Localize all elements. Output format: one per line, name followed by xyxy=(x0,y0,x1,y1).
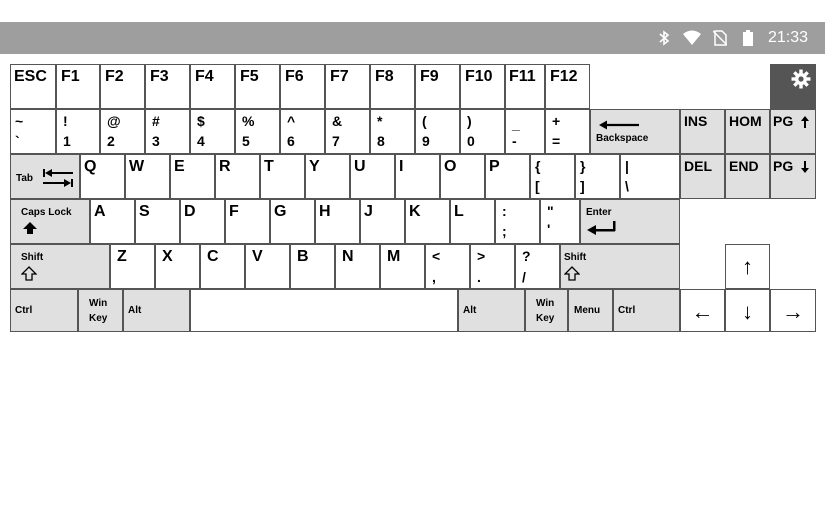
key-lbrace-bottom: [ xyxy=(535,178,540,194)
status-time: 21:33 xyxy=(768,29,809,46)
key-9-bottom: 9 xyxy=(422,133,430,149)
key-u-label: U xyxy=(354,158,366,175)
key-tab[interactable] xyxy=(10,154,80,199)
key-right[interactable] xyxy=(770,289,816,332)
key-c-label: C xyxy=(207,248,219,265)
key-rctrl[interactable] xyxy=(613,289,680,332)
key-f2-label: F2 xyxy=(105,68,124,85)
up-arrow-icon: ↑ xyxy=(742,254,753,279)
key-f8[interactable] xyxy=(370,64,415,109)
key-o-label: O xyxy=(444,158,457,175)
key-f5-label: F5 xyxy=(240,68,259,85)
wifi-icon xyxy=(680,22,704,54)
key-i[interactable] xyxy=(395,154,440,199)
key-backspace[interactable] xyxy=(590,109,680,154)
key-backtick-bottom: ` xyxy=(15,133,20,149)
key-period[interactable] xyxy=(470,244,515,289)
key-q[interactable] xyxy=(80,154,125,199)
key-f11[interactable] xyxy=(505,64,545,109)
key-0-top: ) xyxy=(467,113,472,129)
key-f7-label: F7 xyxy=(330,68,349,85)
bluetooth-icon xyxy=(656,22,672,54)
key-a[interactable] xyxy=(90,199,135,244)
key-1[interactable] xyxy=(56,109,100,154)
key-g-label: G xyxy=(274,203,287,220)
key-d-label: D xyxy=(184,203,196,220)
key-8[interactable] xyxy=(370,109,415,154)
key-slash-top: ? xyxy=(522,248,531,264)
screen-top-margin xyxy=(0,0,825,22)
key-space[interactable] xyxy=(190,289,458,332)
key-lwin-label: Win Key xyxy=(89,298,108,324)
no-sim-icon xyxy=(710,22,730,54)
key-up[interactable] xyxy=(725,244,770,289)
settings-button[interactable] xyxy=(770,64,816,109)
key-f2[interactable] xyxy=(100,64,145,109)
key-j[interactable] xyxy=(360,199,405,244)
key-pgdn-label: PG xyxy=(773,158,794,174)
key-r[interactable] xyxy=(215,154,260,199)
key-backtick[interactable] xyxy=(10,109,56,154)
key-pipe-top: | xyxy=(625,158,629,174)
key-enter[interactable] xyxy=(580,199,680,244)
key-rbrace-top: } xyxy=(580,158,586,174)
key-home[interactable] xyxy=(725,109,770,154)
key-t-label: T xyxy=(264,158,274,175)
key-lbrace[interactable] xyxy=(530,154,575,199)
key-c[interactable] xyxy=(200,244,245,289)
key-f8-label: F8 xyxy=(375,68,394,85)
key-z-label: Z xyxy=(117,248,127,265)
caps-arrow-icon xyxy=(23,221,37,239)
key-x-label: X xyxy=(162,248,173,265)
key-2[interactable] xyxy=(100,109,145,154)
status-bar xyxy=(0,22,825,54)
key-f[interactable] xyxy=(225,199,270,244)
key-n[interactable] xyxy=(335,244,380,289)
key-f9-label: F9 xyxy=(420,68,439,85)
key-5[interactable] xyxy=(235,109,280,154)
key-quote[interactable] xyxy=(540,199,580,244)
shift-arrow-icon xyxy=(564,266,580,286)
key-pgdn[interactable] xyxy=(770,154,816,199)
key-comma-bottom: , xyxy=(432,269,436,285)
key-r-label: R xyxy=(219,158,231,175)
key-capslock-label: Caps Lock xyxy=(21,207,72,218)
key-minus[interactable] xyxy=(505,109,545,154)
key-l[interactable] xyxy=(450,199,495,244)
key-s[interactable] xyxy=(135,199,180,244)
key-f1[interactable] xyxy=(56,64,100,109)
key-lctrl-label: Ctrl xyxy=(15,305,33,316)
gear-icon xyxy=(791,69,811,94)
key-end[interactable] xyxy=(725,154,770,199)
key-lwin[interactable] xyxy=(78,289,123,332)
key-w[interactable] xyxy=(125,154,170,199)
key-p[interactable] xyxy=(485,154,530,199)
key-rbrace[interactable] xyxy=(575,154,620,199)
key-left[interactable] xyxy=(680,289,725,332)
key-quote-bottom: ' xyxy=(547,221,551,237)
key-8-top: * xyxy=(377,113,383,129)
key-a-label: A xyxy=(94,203,106,220)
key-f3-label: F3 xyxy=(150,68,169,85)
shift-arrow-icon xyxy=(21,266,37,286)
key-semicolon-top: : xyxy=(502,203,507,219)
key-9-top: ( xyxy=(422,113,427,129)
down-arrow-icon: ↓ xyxy=(742,299,753,324)
key-1-bottom: 1 xyxy=(63,133,71,149)
key-5-top: % xyxy=(242,113,255,129)
key-equals[interactable] xyxy=(545,109,590,154)
key-i-label: I xyxy=(399,158,404,175)
key-l-label: L xyxy=(454,203,464,220)
key-f12-label: F12 xyxy=(550,68,578,85)
key-u[interactable] xyxy=(350,154,395,199)
key-slash-bottom: / xyxy=(522,269,526,285)
key-9[interactable] xyxy=(415,109,460,154)
key-quote-top: " xyxy=(547,203,554,219)
key-b-label: B xyxy=(297,248,309,265)
key-end-label: END xyxy=(729,158,759,174)
key-equals-bottom: = xyxy=(552,133,561,149)
key-f12[interactable] xyxy=(545,64,590,109)
key-enter-label: Enter xyxy=(586,207,612,218)
key-h-label: H xyxy=(319,203,331,220)
key-semicolon[interactable] xyxy=(495,199,540,244)
pgup-arrow-icon xyxy=(801,115,809,133)
key-menu-label: Menu xyxy=(574,305,601,316)
key-f6-label: F6 xyxy=(285,68,304,85)
key-o[interactable] xyxy=(440,154,485,199)
key-2-top: @ xyxy=(107,113,121,129)
tab-arrows-icon xyxy=(42,168,74,193)
key-lbrace-top: { xyxy=(535,158,541,174)
key-minus-bottom: - xyxy=(512,133,517,149)
key-m-label: M xyxy=(387,248,401,265)
key-del-label: DEL xyxy=(684,158,712,174)
key-f6[interactable] xyxy=(280,64,325,109)
key-ralt-label: Alt xyxy=(463,305,477,316)
key-7-bottom: 7 xyxy=(332,133,340,149)
key-p-label: P xyxy=(489,158,500,175)
key-f4[interactable] xyxy=(190,64,235,109)
key-esc[interactable] xyxy=(10,64,56,109)
left-arrow-icon: ← xyxy=(691,299,714,324)
key-y-label: Y xyxy=(309,158,320,175)
key-k[interactable] xyxy=(405,199,450,244)
key-lshift[interactable] xyxy=(10,244,110,289)
key-backtick-top: ~ xyxy=(15,113,24,129)
key-lalt[interactable] xyxy=(123,289,190,332)
key-rbrace-bottom: ] xyxy=(580,178,585,194)
key-n-label: N xyxy=(342,248,354,265)
key-f5[interactable] xyxy=(235,64,280,109)
key-v[interactable] xyxy=(245,244,290,289)
key-7-top: & xyxy=(332,113,343,129)
key-rwin[interactable] xyxy=(525,289,568,332)
key-equals-top: + xyxy=(552,113,561,129)
key-x[interactable] xyxy=(155,244,200,289)
key-1-top: ! xyxy=(63,113,68,129)
key-f11-label: F11 xyxy=(509,68,536,85)
key-slash[interactable] xyxy=(515,244,560,289)
key-f10-label: F10 xyxy=(465,68,493,85)
key-del[interactable] xyxy=(680,154,725,199)
key-period-bottom: . xyxy=(477,269,481,285)
key-ins-label: INS xyxy=(684,113,708,129)
key-2-bottom: 2 xyxy=(107,133,115,149)
key-esc-label: ESC xyxy=(14,68,47,85)
key-comma[interactable] xyxy=(425,244,470,289)
key-j-label: J xyxy=(364,203,373,220)
key-f4-label: F4 xyxy=(195,68,214,85)
key-down[interactable] xyxy=(725,289,770,332)
key-w-label: W xyxy=(129,158,145,175)
key-capslock[interactable] xyxy=(10,199,90,244)
key-menu[interactable] xyxy=(568,289,613,332)
key-8-bottom: 8 xyxy=(377,133,385,149)
key-pipe[interactable] xyxy=(620,154,680,199)
key-home-label: HOM xyxy=(729,113,762,129)
key-f-label: F xyxy=(229,203,239,220)
key-d[interactable] xyxy=(180,199,225,244)
key-comma-top: < xyxy=(432,248,441,264)
key-ins[interactable] xyxy=(680,109,725,154)
key-semicolon-bottom: ; xyxy=(502,223,507,239)
key-f3[interactable] xyxy=(145,64,190,109)
key-7[interactable] xyxy=(325,109,370,154)
battery-icon xyxy=(740,22,756,54)
key-rctrl-label: Ctrl xyxy=(618,305,636,316)
key-rshift-label: Shift xyxy=(564,252,587,263)
key-f1-label: F1 xyxy=(61,68,80,85)
key-s-label: S xyxy=(139,203,150,220)
key-lctrl[interactable] xyxy=(10,289,78,332)
key-backspace-label: Backspace xyxy=(596,133,649,144)
right-arrow-icon: → xyxy=(782,299,804,324)
key-4-bottom: 4 xyxy=(197,133,205,149)
key-h[interactable] xyxy=(315,199,360,244)
key-0[interactable] xyxy=(460,109,505,154)
key-f9[interactable] xyxy=(415,64,460,109)
key-m[interactable] xyxy=(380,244,425,289)
key-f10[interactable] xyxy=(460,64,505,109)
pgdn-arrow-icon xyxy=(801,160,809,178)
key-0-bottom: 0 xyxy=(467,133,475,149)
key-rwin-label: Win Key xyxy=(536,298,555,324)
key-4[interactable] xyxy=(190,109,235,154)
key-4-top: $ xyxy=(197,113,205,129)
enter-arrow-icon xyxy=(587,220,619,241)
key-y[interactable] xyxy=(305,154,350,199)
key-ralt[interactable] xyxy=(458,289,525,332)
key-3[interactable] xyxy=(145,109,190,154)
key-b[interactable] xyxy=(290,244,335,289)
key-t[interactable] xyxy=(260,154,305,199)
key-3-bottom: 3 xyxy=(152,133,160,149)
key-pgup-label: PG xyxy=(773,113,794,129)
key-lalt-label: Alt xyxy=(128,305,142,316)
key-v-label: V xyxy=(252,248,263,265)
key-6[interactable] xyxy=(280,109,325,154)
key-5-bottom: 5 xyxy=(242,133,250,149)
key-pgup[interactable] xyxy=(770,109,816,154)
key-6-bottom: 6 xyxy=(287,133,295,149)
key-e-label: E xyxy=(174,158,185,175)
virtual-keyboard xyxy=(10,64,816,332)
key-z[interactable] xyxy=(110,244,155,289)
key-pipe-bottom: \ xyxy=(625,178,629,194)
key-g[interactable] xyxy=(270,199,315,244)
key-lshift-label: Shift xyxy=(21,252,44,263)
key-6-top: ^ xyxy=(287,113,296,129)
key-f7[interactable] xyxy=(325,64,370,109)
key-k-label: K xyxy=(409,203,421,220)
key-tab-label: Tab xyxy=(16,173,34,184)
key-3-top: # xyxy=(152,113,160,129)
key-q-label: Q xyxy=(84,158,97,175)
key-rshift[interactable] xyxy=(560,244,680,289)
key-period-top: > xyxy=(477,248,486,264)
key-e[interactable] xyxy=(170,154,215,199)
key-minus-top: _ xyxy=(512,116,520,132)
